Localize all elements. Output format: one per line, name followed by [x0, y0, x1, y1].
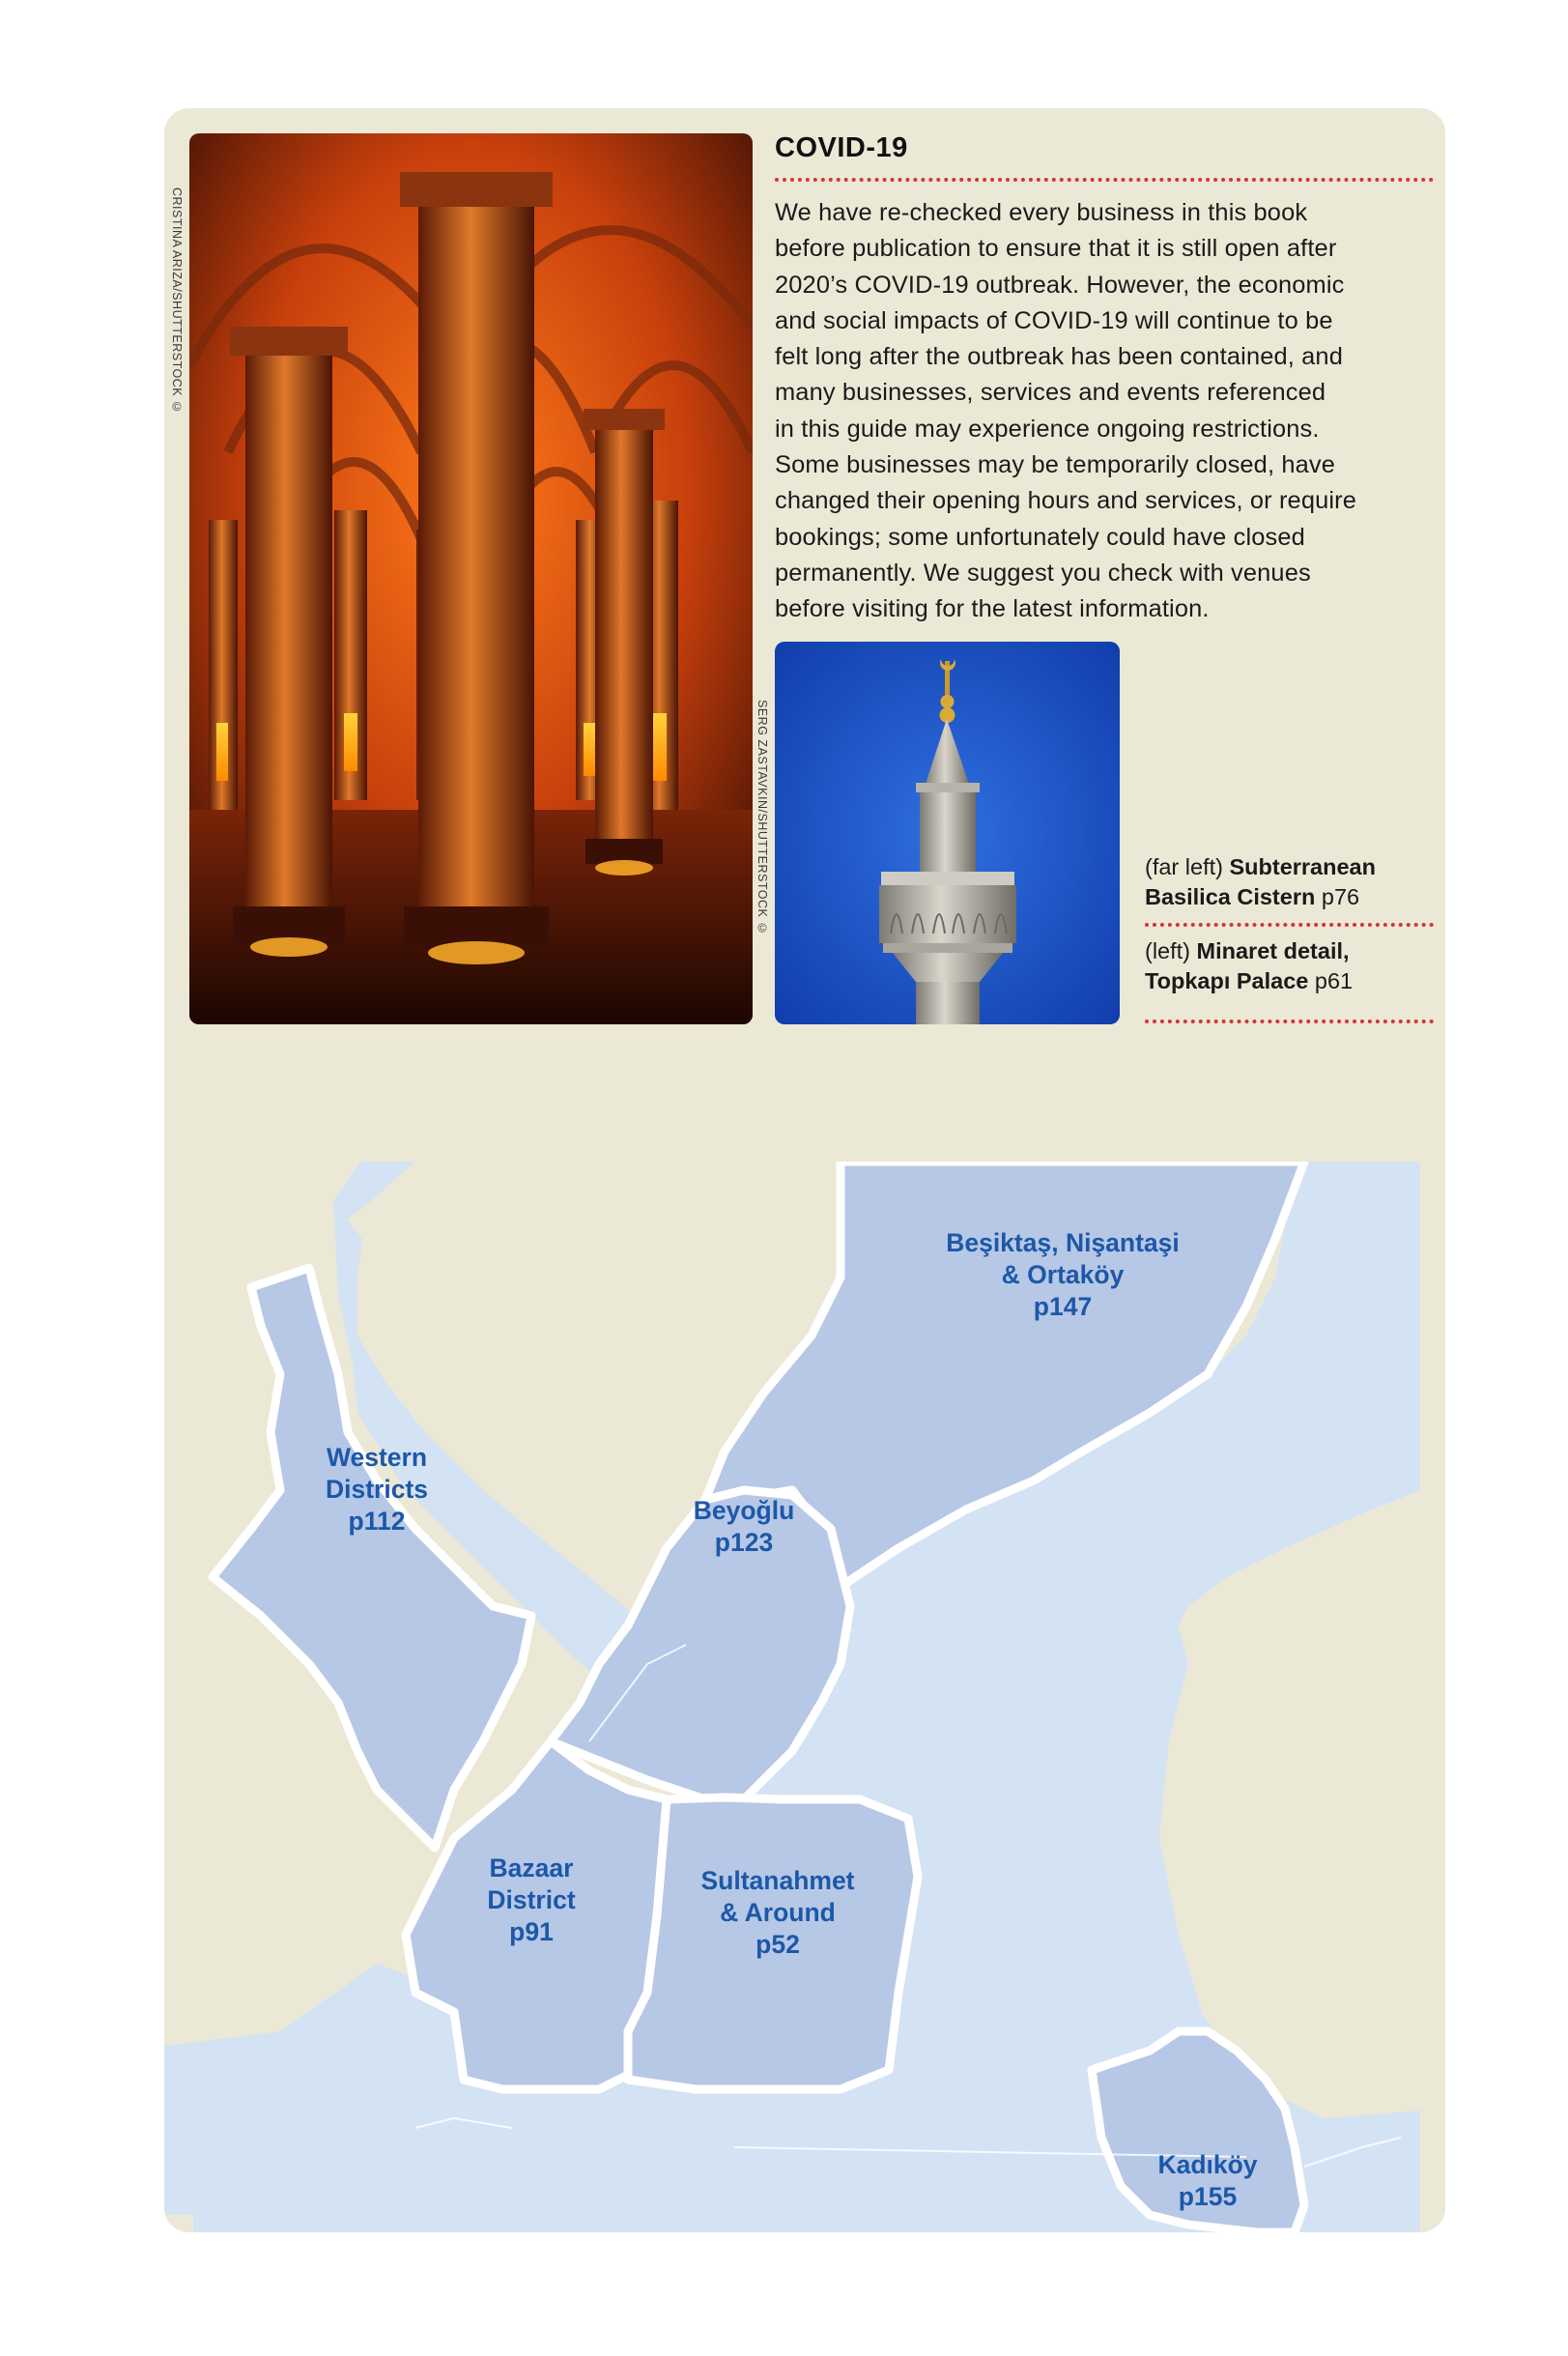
caption-minaret [1145, 936, 1435, 996]
cistern-illustration [189, 133, 753, 1024]
caption-minaret-name: Minaret detail, [1196, 938, 1350, 963]
district-label-beyoglu: Beyoğlu p123 [693, 1496, 795, 1557]
caption-cistern-prefix: (far left) [1145, 854, 1230, 879]
district-label-bazaar: Bazaar District p91 [487, 1853, 576, 1946]
district-label-besiktas: Beşiktaş, Nişantaşi & Ortaköy p147 [946, 1228, 1180, 1321]
caption-cistern-name: Subterranean [1229, 854, 1376, 879]
district-label-western: Western Districts p112 [325, 1443, 429, 1536]
minaret-photo-credit: SERG ZASTAVKIN/SHUTTERSTOCK © [755, 700, 769, 935]
minaret-photo [775, 642, 1120, 1024]
caption-divider [1145, 923, 1434, 927]
caption-minaret-name-2: Topkapı Palace [1145, 968, 1309, 993]
covid-body: We have re-checked every business in this book before publication to ensure that it is still open after 2020’s COVID-19 outbreak. However, the economic and social impacts of COVID-19 will continue to be felt long after the outbreak has been contained, and many businesses, services and events referenced in this guide may experience ongoing restrictions. Some businesses may be temporarily closed, have changed their opening hours and services, or require bookings; some unfortunately could have closed permanently. We suggest you check with venues before visiting for the latest information. [775, 199, 1357, 623]
page-panel [164, 108, 1445, 2232]
caption-cistern-name-2: Basilica Cistern [1145, 884, 1316, 909]
caption-minaret-page: p61 [1308, 968, 1354, 993]
minaret-illustration [775, 642, 1120, 1024]
district-map [164, 1162, 1445, 2232]
caption-cistern [1145, 852, 1435, 912]
title-divider [775, 178, 1434, 182]
covid-title: COVID-19 [775, 132, 908, 163]
caption-minaret-prefix: (left) [1145, 938, 1197, 963]
caption-divider-bottom [1145, 1020, 1434, 1023]
cistern-photo [189, 133, 753, 1024]
district-map-svg [164, 1162, 1445, 2232]
district-label-kadikoy: Kadıköy p155 [1157, 2150, 1258, 2211]
caption-cistern-page: p76 [1315, 884, 1360, 909]
district-label-sultanahmet: Sultanahmet & Around p52 [700, 1866, 855, 1959]
cistern-photo-credit: CRISTINA ARIZA/SHUTTERSTOCK © [170, 187, 184, 415]
